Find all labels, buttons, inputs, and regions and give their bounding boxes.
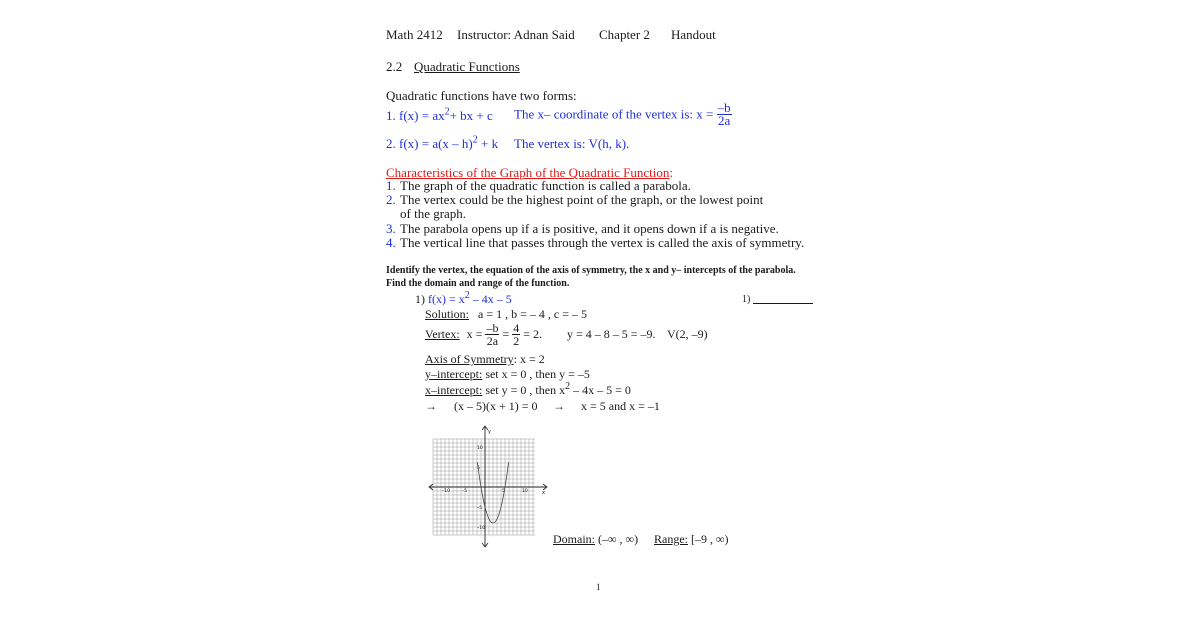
tick-label-x: 10 xyxy=(522,489,528,494)
fraction-numerator: –b xyxy=(717,100,731,115)
y-intercept-label: y–intercept: xyxy=(425,367,483,381)
x-intercept-label: x–intercept: xyxy=(425,383,483,397)
section-number: 2.2 xyxy=(386,59,403,74)
list-item: 4. The vertical line that passes through the vertex is called the axis of symmetry. xyxy=(386,234,805,250)
form-1 xyxy=(386,108,493,124)
section-title: Quadratic Functions xyxy=(414,59,520,74)
course-code: Math 2412 xyxy=(386,27,443,42)
chapter-label: Chapter 2 xyxy=(599,27,650,42)
tick-label-x: –10 xyxy=(442,489,450,494)
form-1-prefix: 1. f(x) = ax xyxy=(386,108,445,123)
axis-value: : x = 2 xyxy=(513,352,545,366)
graph-tick-labels xyxy=(442,429,545,531)
form-2-suffix: + k xyxy=(477,136,499,151)
characteristics-colon: : xyxy=(669,165,674,180)
problem-statement xyxy=(415,292,512,307)
problem-number: 1) xyxy=(415,292,425,306)
doc-type: Handout xyxy=(671,27,716,42)
vertex-x-fraction xyxy=(717,102,732,127)
list-item: 1. The graph of the quadratic function is called a parabola. xyxy=(386,178,691,193)
form-2-exponent: 2 xyxy=(472,134,478,146)
instructions-line-1: Identify the vertex, the equation of the axis of symmetry, the x and y– intercepts of the parabola. xyxy=(386,265,796,276)
vertex-row: Vertex: x = $\frac{-b}{2a}$ = $\frac{4}{2}$ = 2. xyxy=(425,321,542,348)
domain-row xyxy=(553,532,638,547)
tick-label-x: 5 xyxy=(502,489,505,494)
tick-label-y: 5 xyxy=(477,466,480,471)
vertex-x-text: The x– coordinate of the vertex is: x = xyxy=(514,106,714,122)
vertex-x-formula xyxy=(514,102,732,127)
y-axis-label: y xyxy=(488,429,491,435)
coefficients: a = 1 , b = – 4 , c = – 5 xyxy=(478,307,587,321)
factor-arrow: → xyxy=(425,399,437,413)
list-item: of the graph. xyxy=(400,206,467,222)
fraction-denominator: 2a xyxy=(718,113,731,128)
form-1-exponent: 2 xyxy=(444,106,450,118)
factored-equation: (x – 5)(x + 1) = 0 xyxy=(454,399,538,413)
solution-label: Solution: xyxy=(425,307,470,321)
answer-blank[interactable] xyxy=(753,303,813,304)
range-value: [–9 , ∞) xyxy=(688,532,729,546)
roots: x = 5 and x = –1 xyxy=(581,399,660,413)
tick-label-y: –10 xyxy=(477,526,485,531)
page-number: 1 xyxy=(596,582,601,592)
domain-value: (–∞ , ∞) xyxy=(595,532,639,546)
tick-label-y: –5 xyxy=(477,506,483,511)
roots-arrow: → xyxy=(553,399,565,413)
solution-row xyxy=(425,307,587,322)
tick-label-x: –5 xyxy=(462,489,468,494)
vertex-form-text: The vertex is: V(h, k). xyxy=(514,136,630,151)
axis-label: Axis of Symmetry xyxy=(425,352,514,366)
parabola-graph xyxy=(428,425,552,549)
vertex-label: Vertex: xyxy=(425,327,460,341)
graph-axes xyxy=(429,426,547,547)
form-1-suffix: + bx + c xyxy=(449,108,493,123)
form-2-prefix: 2. f(x) = a(x – h) xyxy=(386,136,473,151)
vertex-fraction-2: $\frac{4}{2}$ xyxy=(513,321,520,348)
characteristics-title: Characteristics of the Graph of the Quadratic Function xyxy=(386,165,670,180)
forms-intro: Quadratic functions have two forms: xyxy=(386,88,577,103)
x-axis-label: x xyxy=(542,490,545,496)
tick-label-y: 10 xyxy=(477,446,483,451)
range-row xyxy=(654,532,729,547)
instructions-line-2: Find the domain and range of the function. xyxy=(386,278,570,289)
vertex-fraction-1: $\frac{-b}{2a}$ xyxy=(486,321,499,348)
instructor-name: Instructor: Adnan Said xyxy=(457,27,575,42)
list-item: 3. The parabola opens up if a is positive, and it opens down if a is negative. xyxy=(386,220,779,236)
domain-label: Domain: xyxy=(553,532,595,546)
answer-label: 1) xyxy=(742,294,751,305)
y-calculation: y = 4 – 8 – 5 = –9. xyxy=(567,327,656,341)
problem-function: $f(x) = x^2 - 4x - 5$ xyxy=(428,290,512,306)
x-intercept-row: x–intercept: set y = 0 , then $x^2 - 4x - 5 = 0$ xyxy=(425,381,631,397)
axis-row xyxy=(425,352,545,367)
list-item: 2. The vertex could be the highest point of the graph, or the lowest point xyxy=(386,192,764,208)
vertex-point: V(2, –9) xyxy=(667,327,708,341)
range-label: Range: xyxy=(654,532,688,546)
y-intercept-row: y–intercept: set x = 0 , then y = –5 xyxy=(425,367,590,381)
characteristics-list xyxy=(386,179,804,250)
form-2 xyxy=(386,136,498,152)
